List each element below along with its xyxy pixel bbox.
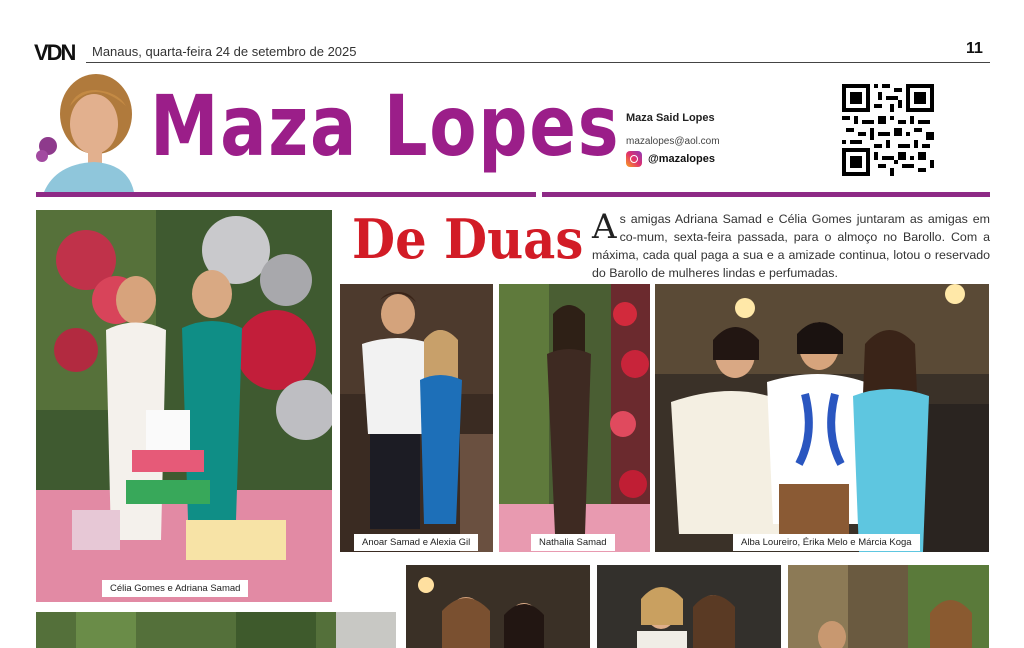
qr-code [842,84,934,176]
article-lead [592,207,990,282]
article-headline: De Duas [352,207,584,271]
photo-bottom-2 [406,565,590,648]
instagram-row [626,151,715,167]
header-rule [86,62,990,63]
lead-dropcap: A [592,207,617,247]
newspaper-logo: VDN [34,40,75,65]
photo-bottom-1 [36,612,396,648]
column-title: Maza Lopes [150,77,621,175]
instagram-handle: @mazalopes [648,153,715,165]
photo-bottom-3 [597,565,781,648]
photo2-caption: Anoar Samad e Alexia Gil [354,534,478,551]
photo-celia-adriana [36,210,332,602]
section-rule-left [36,192,536,197]
instagram-icon [626,151,642,167]
photo-alba-erika-marcia [655,284,989,552]
page-number: 11 [966,40,983,57]
dateline: Manaus, quarta-feira 24 de setembro de 2025 [92,44,357,59]
photo-anoar-alexia [340,284,493,552]
lead-text: s amigas Adriana Samad e Célia Gomes juntaram as amigas em co-mum, sexta-feira passada, para o almoço no Barollo. Com a máxima, cada qual paga a sua e a amizade continua, lotou o reservado do Barollo de mulheres lindas e perfumadas. [592,212,990,280]
photo-nathalia [499,284,650,552]
main-photo-caption: Célia Gomes e Adriana Samad [102,580,248,597]
author-email: mazalopes@aol.com [626,136,720,147]
author-name: Maza Said Lopes [626,112,715,124]
section-rule-right [542,192,990,197]
photo3-caption: Nathalia Samad [531,534,615,551]
photo-bottom-4 [788,565,989,648]
columnist-portrait [36,66,136,192]
photo4-caption: Alba Loureiro, Érika Melo e Márcia Koga [733,534,920,551]
